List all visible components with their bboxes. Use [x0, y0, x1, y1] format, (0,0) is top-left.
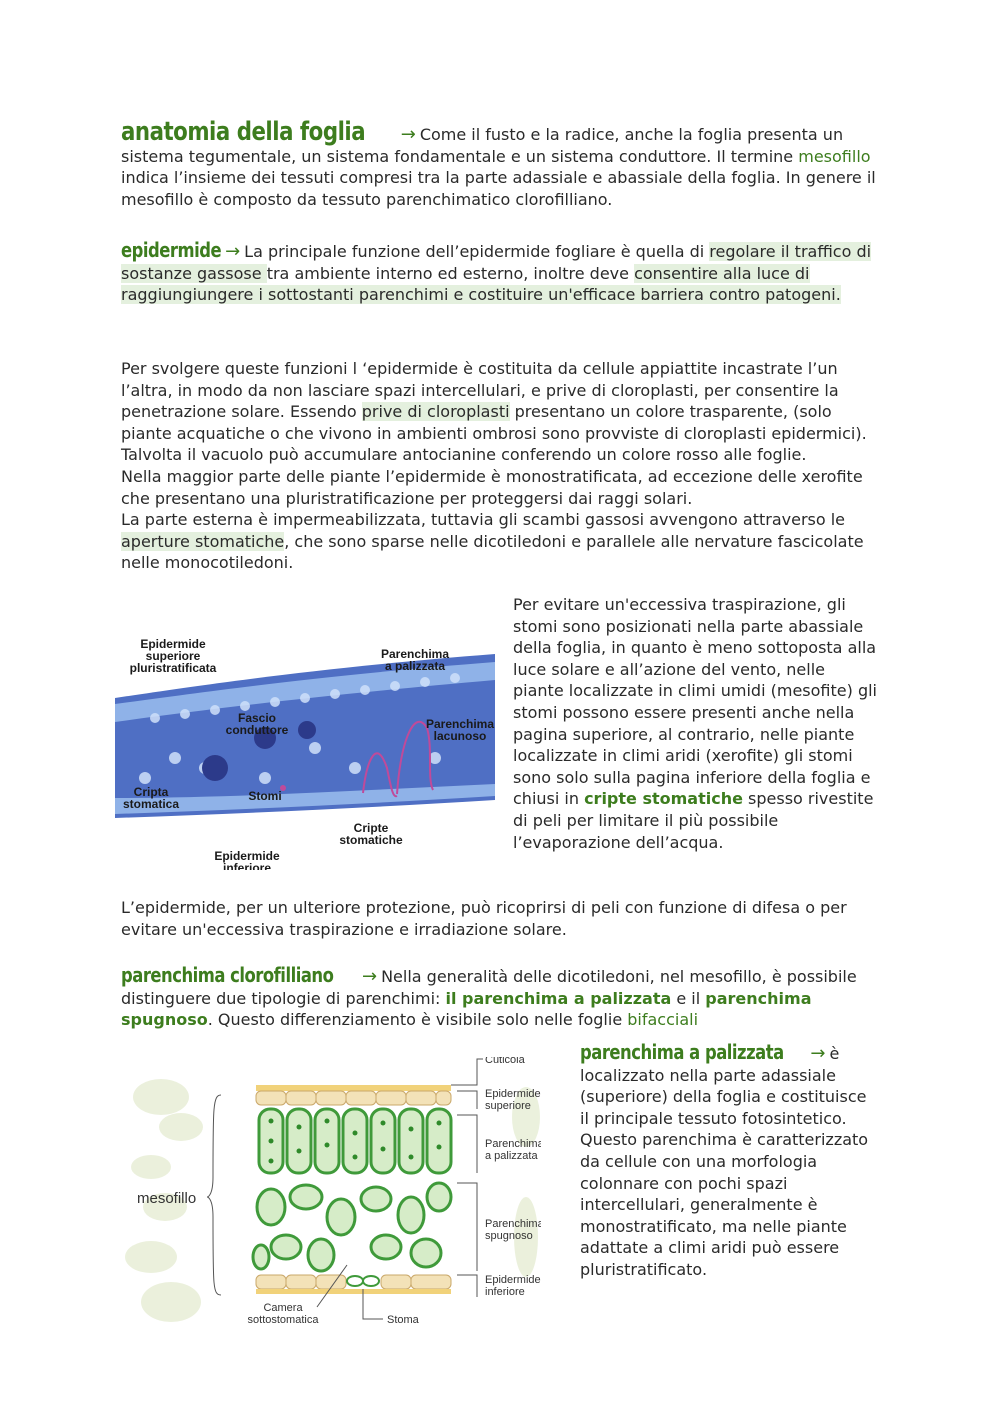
- label-mesofillo: mesofillo: [137, 1190, 197, 1207]
- label-stoma: Stoma: [387, 1314, 419, 1326]
- section3-text-c: . Questo differenziamento è visibile solo nelle foglie: [207, 1010, 628, 1030]
- paragraph-impermeabilizzata: [121, 509, 881, 574]
- section3-text-b: e il: [671, 988, 706, 1008]
- section-anatomia: [121, 117, 881, 210]
- label-epidermide-inferiore: Epidermide inferiore: [214, 849, 280, 870]
- section2-text-b: tra ambiente interno ed esterno, inoltre deve: [266, 263, 635, 283]
- term-parenchima-palizzata: il parenchima a palizzata: [445, 988, 672, 1008]
- paragraph-monostratificata: Nella maggior parte delle piante l’epidermide è monostratificata, ad eccezione delle xerofite che presentano una pluristratificazione per proteggersi dai raggi solari.: [121, 466, 863, 508]
- para3-text-b: , che sono sparse nelle dicotiledoni e parallele alle nervature fascicolate nelle monocotiledoni.: [121, 531, 864, 573]
- heading-epidermide: epidermide: [121, 238, 222, 262]
- label-parenchima-lacunoso: Parenchima lacunoso: [425, 717, 495, 743]
- label-parenchima-palizzata: Parenchima a palizzata: [485, 1138, 541, 1162]
- side1-text: Per evitare un'eccessiva traspirazione, gli stomi sono posizionati nella parte abassiale della foglia, in quanto è meno sottoposta alla luce solare e all’azione del vento, nelle piante localizzate in climi umidi (mesofite) gli stomi possono essere presenti anche nella pagina superiore, al contrario, nelle piante localizzate in climi aridi (xerofite) gli stomi sono solo sulla pagina inferiore della foglia e chiusi in: [513, 595, 877, 809]
- leaf-section-micrograph: [115, 618, 495, 870]
- section4-text: è localizzato nella parte adassiale (superiore) della foglia e costituisce il principale tessuto fotosintetico. Questo parenchima è caratterizzato da cellule con una morfologia colonnare con pochi spazi intercellulari, generalmente è monostratificato, ma nelle piante adattate a climi aridi può essere pluristratificato.: [580, 1044, 869, 1279]
- section2-text: La principale funzione dell’epidermide fogliare è quella di: [244, 242, 710, 261]
- para3-text: La parte esterna è impermeabilizzata, tuttavia gli scambi gassosi avvengono attraverso le: [121, 510, 846, 530]
- term-mesofillo: mesofillo: [798, 146, 871, 166]
- label-parenchima-spugnoso: Parenchima spugnoso: [485, 1218, 541, 1242]
- term-parenchima-spugnoso: parenchima spugnoso: [121, 988, 812, 1030]
- para1-text: Per svolgere queste funzioni l ‘epidermide è costituita da cellule appiattite incastrate l’un l’altra, in modo da non lasciare spazi intercellulari, e prive di cloroplasti, per consentire la penetrazione solare. Essendo: [121, 359, 839, 422]
- label-cripta-stomatica: Cripta stomatica: [122, 785, 180, 811]
- highlight-cloroplasti: prive di cloroplasti: [361, 402, 510, 422]
- section-epidermide: [121, 240, 881, 306]
- section1-text-b: indica l’insieme dei tessuti compresi tra la parte adassiale e abassiale della foglia. In genere il mesofillo è composto da tessuto parenchimatico clorofilliano.: [121, 168, 876, 209]
- highlight-aperture: aperture stomatiche: [121, 531, 285, 551]
- label-epidermide-superiore: Epidermide superiore pluristratificata: [129, 637, 217, 675]
- label-cripte-stomatiche: Cripte stomatiche: [339, 821, 403, 847]
- term-cripte-stomatiche: cripte stomatiche: [584, 789, 743, 809]
- heading-parenchima-palizzata: parenchima a palizzata: [580, 1040, 784, 1064]
- arrow-icon: →: [400, 124, 416, 145]
- label-cuticola: Cuticola: [485, 1057, 525, 1066]
- arrow-icon: →: [361, 966, 378, 987]
- heading-anatomia: anatomia della foglia: [121, 117, 366, 147]
- label-fascio-conduttore: Fascio conduttore: [225, 711, 289, 737]
- section1-text: Come il fusto e la radice, anche la foglia presenta un sistema tegumentale, un sistema fondamentale e un sistema conduttore. Il termine: [121, 125, 844, 166]
- paragraph-peli: [121, 897, 881, 940]
- paragraph-funzioni: [121, 358, 881, 466]
- section3-text: Nella generalità delle dicotiledoni, nel mesofillo, è possibile distinguere due tipologie di parenchimi:: [121, 967, 857, 1008]
- label-stomi: Stomi: [248, 789, 282, 803]
- label-epidermide-superiore: Epidermide superiore: [485, 1088, 541, 1112]
- paragraph-traspirazione: [513, 594, 879, 853]
- side1-text-b: spesso rivestite di peli per limitare il più possibile l’evaporazione dell’acqua.: [513, 789, 874, 852]
- arrow-icon: →: [225, 241, 241, 262]
- highlight-consentire: consentire alla luce di raggiungiungere i sottostanti parenchimi e costituire un'efficace barriera contro patogeni.: [121, 263, 841, 305]
- label-camera-sottostomatica: Camera sottostomatica: [247, 1302, 319, 1326]
- label-epidermide-inferiore: Epidermide inferiore: [485, 1274, 541, 1298]
- para1-text-b: presentano un colore trasparente, (solo piante acquatiche o che vivono in ambienti ombrosi sono provviste di cloroplasti epidermici). Talvolta il vacuolo può accumulare antocianine conferendo un colore rosso alle foglie.: [121, 402, 867, 465]
- section-parenchima-palizzata: [580, 1042, 880, 1281]
- label-parenchima-palizzata: Parenchima a palizzata: [380, 647, 450, 673]
- para4-text: L’epidermide, per un ulteriore protezione, può ricoprirsi di peli con funzione di difesa o per evitare un'eccessiva traspirazione e irradiazione solare.: [121, 898, 847, 939]
- paragraph-block: [121, 358, 881, 574]
- mesophyll-diagram: [121, 1057, 541, 1332]
- term-bifacciali: bifacciali: [627, 1010, 699, 1030]
- arrow-icon: →: [810, 1043, 826, 1064]
- highlight-regolare: regolare il traffico di sostanze gassose: [121, 242, 872, 283]
- section-parenchima-clorofilliano: [121, 965, 881, 1031]
- heading-parenchima-clorofilliano: parenchima clorofilliano: [121, 963, 334, 987]
